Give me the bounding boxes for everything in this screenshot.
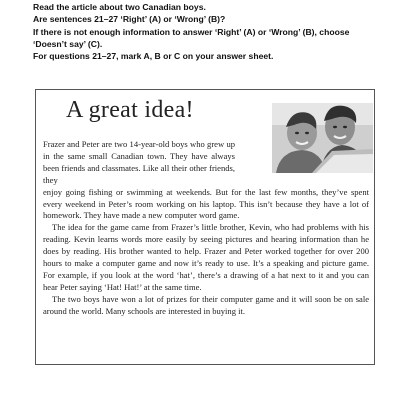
instruction-line-3: If there is not enough information to answer ‘Right’ (A) or ‘Wrong’ (B), choose: [33, 26, 350, 37]
paragraph-1-wrapped: Frazer and Peter are two 14-year-old boys who grew up in the same small Canadian town. They have always been friends and classmates. Like all their other friends, they: [43, 139, 235, 185]
article-title: A great idea!: [66, 97, 194, 123]
paragraph-1-rest: enjoy going fishing or swimming at weekends. But for the last few months, they’ve spent every weekend in Peter’s room working on his laptop. This isn’t because they have a lot of homework. They have made a new computer word game.: [43, 186, 369, 221]
instructions: [33, 1, 395, 62]
paragraph-1: [43, 139, 369, 222]
instruction-line-1: Read the article about two Canadian boys.: [33, 2, 206, 12]
article-box: [35, 89, 375, 365]
instruction-line-4: ‘Doesn’t say’ (C).: [33, 38, 103, 49]
instruction-line-5: For questions 21–27, mark A, B or C on your answer sheet.: [33, 51, 274, 62]
article-body: [43, 139, 369, 318]
paragraph-2: The idea for the game came from Frazer’s little brother, Kevin, who had problems with his reading. Kevin learns words more easily by seeing pictures and hearing information than he does by reading. His brother wanted to help. Frazer and Peter worked together for over 200 hours to make a computer game and now it’s ready to use. It’s a speaking and picture game. For example, if you look at the word ‘hat’, there’s a drawing of a hat next to it and you can hear Peter saying ‘Hat! Hat!’ at the same time.: [43, 222, 369, 292]
instruction-line-2: Are sentences 21–27 ‘Right’ (A) or ‘Wrong’ (B)?: [33, 14, 226, 25]
paragraph-3: The two boys have won a lot of prizes for their computer game and it will soon be on sale around the world. Many schools are interested in buying it.: [43, 293, 369, 316]
